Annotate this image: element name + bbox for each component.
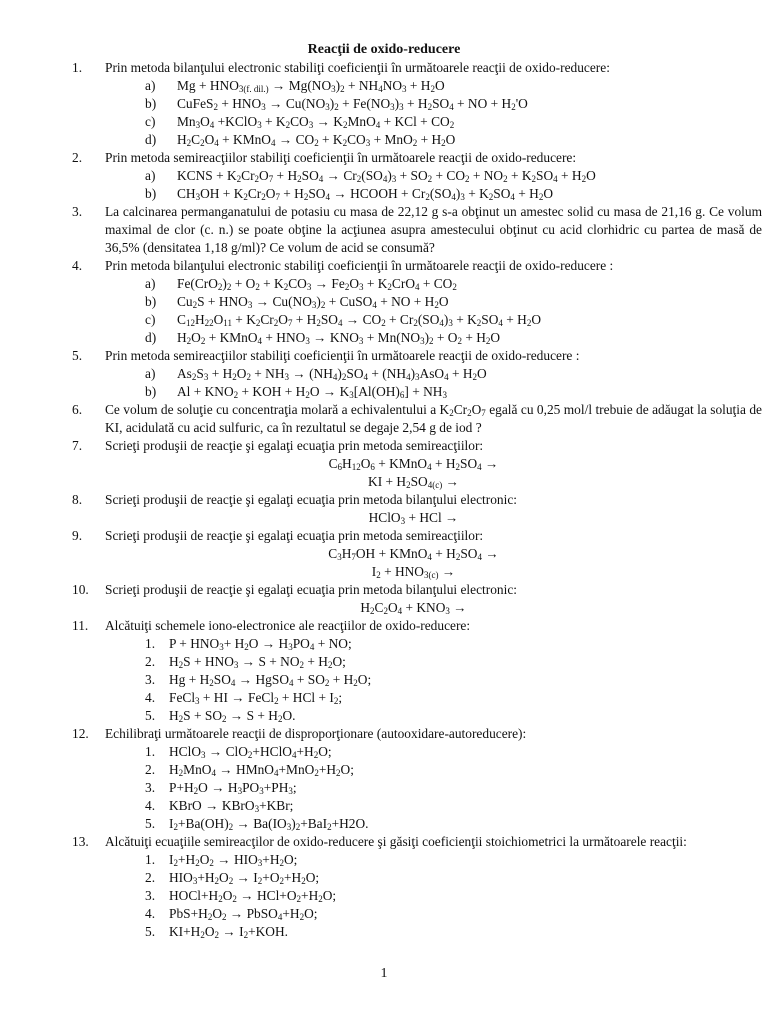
- problem-item: [72, 59, 762, 149]
- reaction-item: [105, 77, 762, 95]
- reaction-label: 5.: [145, 924, 156, 939]
- problem-statement: Prin metoda bilanţului electronic stabiliţi coeficienţii în următoarele reacţii de oxido-reducere:: [105, 60, 610, 75]
- reaction-equation: $Cu_2S + HNO_3 \to Cu(NO_3)_2$ + CuSO$_4$ + NO + $H_2O$: [177, 294, 449, 310]
- reaction-equation: $I_2+H_2O_2 \to HIO_3+H_2O$;: [169, 852, 298, 868]
- reaction-label: b): [145, 294, 157, 309]
- reaction-equation: $C_3H_7OH$ + KMnO$_4$ + $H_2SO_4$ →: [328, 546, 499, 562]
- reaction-label: b): [145, 96, 157, 111]
- reaction-equation: $PbS+H_2O_2$ → $PbSO_4+H_2O$;: [169, 906, 318, 922]
- reaction-label: 4.: [145, 690, 156, 705]
- reaction-label: d): [145, 132, 157, 147]
- reaction-item: [105, 383, 762, 401]
- problem-statement: Prin metoda semireacţiilor stabiliţi coeficienţii în următoarele reacţii de oxido-reducere:: [105, 150, 577, 165]
- problem-item: [72, 149, 762, 203]
- reaction-label: 5.: [145, 816, 156, 831]
- reaction-item: [105, 329, 762, 347]
- reaction-label: 4.: [145, 798, 156, 813]
- reaction-label: 3.: [145, 672, 156, 687]
- reaction-item: [105, 743, 762, 761]
- problem-item: [72, 437, 762, 491]
- problem-statement: Prin metoda semireacţiilor stabiliţi coeficienţii în următoarele reacţii de oxido-reducere :: [105, 348, 580, 363]
- problem-number: 5.: [72, 348, 83, 363]
- reaction-label: a): [145, 276, 156, 291]
- reaction-label: b): [145, 186, 157, 201]
- problem-number: 3.: [72, 204, 83, 219]
- problem-item: [72, 617, 762, 725]
- reaction-item: [105, 635, 762, 653]
- problem-statement: Alcătuiţi schemele iono-electronice ale reacţiilor de oxido-reducere:: [105, 618, 471, 633]
- page-title: Reacţii de oxido-reducere: [307, 42, 461, 57]
- problem-number: 9.: [72, 528, 83, 543]
- reaction-label: a): [145, 168, 156, 183]
- reaction-equation: $I_2 + HNO_{3(c)}$ →: [371, 564, 456, 580]
- reaction-label: 1.: [145, 636, 156, 651]
- reaction-equation: $C_6H_{12}O_6$ + KMnO$_4$ + $H_2SO_4$ →: [328, 456, 499, 472]
- problem-statement: Prin metoda bilanţului electronic stabiliţi coeficienţii în următoarele reacţii de oxido-reducere :: [105, 258, 614, 273]
- problem-statement: Scrieţi produşii de reacţie şi egalaţi ecuaţia prin metoda semireacţiilor:: [105, 528, 484, 543]
- reaction-equation: $Al + KNO_2$ + KOH + $H_2O \to K_3[Al(OH)_6] + NH_3$: [177, 384, 447, 400]
- problem-item: [72, 203, 762, 257]
- problem-item: [72, 401, 762, 437]
- problem-number: 6.: [72, 402, 83, 417]
- problem-item: [72, 491, 762, 527]
- reaction-label: 2.: [145, 762, 156, 777]
- reaction-item: [105, 851, 762, 869]
- problem-statement: Scrieţi produşii de reacţie şi egalaţi ecuaţia prin metoda semireacţiilor:: [105, 438, 484, 453]
- reaction-item: [105, 707, 762, 725]
- reaction-equation: $H_2S + HNO_3 \to S + NO_2 + H_2O$;: [169, 654, 346, 670]
- problem-item: [72, 833, 762, 941]
- problem-statement: Echilibraţi următoarele reacţii de disproporţionare (autooxidare-autoreducere):: [105, 726, 527, 741]
- reaction-item: [105, 311, 762, 329]
- problem-item: [72, 257, 762, 347]
- reaction-item: [105, 131, 762, 149]
- reaction-equation: $HIO_3+H_2O_2 \to I_2+O_2+H_2O$;: [169, 870, 320, 886]
- problem-statement: Alcătuiţi ecuaţiile semireacţilor de oxido-reducere şi găsiţi coeficienţii stoichiometrici la următoarele reacţii:: [105, 834, 687, 849]
- problem-number: 2.: [72, 150, 83, 165]
- reaction-item: [105, 275, 762, 293]
- reaction-equation: KI + $H_2SO_{4(c)}$ →: [368, 474, 459, 490]
- problem-statement: Ce volum de soluţie cu concentraţia molară a echivalentului a $K_2Cr_2O_7$ egală cu 0,25 mol/l trebuie de adăugat la soluţia de KI, acidulată cu acid sulfuric, ca în rezultatul se degaje 2,54 g de iod ?: [105, 402, 762, 435]
- reaction-equation: KBrO → KBrO$_3$+KBr;: [169, 798, 294, 814]
- reaction-label: b): [145, 384, 157, 399]
- reaction-equation: $CH_3OH + K_2Cr_2O_7 + H_2SO_4$ → HCOOH + $Cr_2(SO_4)_3 + K_2SO_4 + H_2O$: [177, 186, 554, 202]
- reaction-equation: HClO$_3$ + HCl →: [368, 510, 459, 526]
- problem-number: 11.: [72, 618, 89, 633]
- reaction-equation: KCNS + $K_2Cr_2O_7 + H_2SO_4 \to Cr_2(SO_4)_3 + SO_2 + CO_2 + NO_2 + K_2SO_4 + H_2O$: [177, 168, 596, 184]
- reaction-label: 1.: [145, 744, 156, 759]
- problem-number: 8.: [72, 492, 83, 507]
- reaction-label: a): [145, 366, 156, 381]
- reaction-equation: FeCl$_3$ + HI → FeCl$_2$ + HCl + $I_2$;: [169, 690, 343, 706]
- reaction-equation: $Fe(CrO_2)_2 + O_2 + K_2CO_3 \to Fe_2O_3 + K_2CrO_4 + CO_2$: [177, 276, 457, 292]
- reaction-equation: CuFeS$_2$ + $HNO_3 \to Cu(NO_3)_2 + Fe(NO_3)_3 + H_2SO_4$ + NO + $H_2'O$: [177, 96, 528, 112]
- reaction-label: 3.: [145, 780, 156, 795]
- reaction-equation: $HOCl+H_2O_2 \to HCl+O_2+H_2O$;: [169, 888, 337, 904]
- reaction-item: [105, 923, 762, 941]
- problem-item: [72, 527, 762, 581]
- reaction-equation: $I_2+Ba(OH)_2 \to Ba(IO_3)_2+BaI_2+H2O$.: [169, 816, 369, 832]
- problem-number: 12.: [72, 726, 89, 741]
- reaction-equation: $H_2MnO_4$ → $HMnO_4+MnO_2+H_2O$;: [169, 762, 354, 778]
- reaction-item: [105, 797, 762, 815]
- reaction-equation: $Mg + HNO_{3(f. dil.)} \to Mg(NO_3)_2 + NH_4NO_3 + H_2O$: [177, 78, 445, 94]
- reaction-equation: $P+H_2O \to H_3PO_3+PH_3$;: [169, 780, 297, 796]
- reaction-equation: HClO$_3$ → $ClO_2+HClO_4+H_2O$;: [169, 744, 332, 760]
- problem-statement: Scrieţi produşii de reacţie şi egalaţi ecuaţia prin metoda bilanţului electronic:: [105, 492, 517, 507]
- reaction-equation: $Mn_3O_4$ +KClO$_3$ + $K_2CO_3 \to K_2MnO_4$ + KCl + $CO_2$: [177, 114, 455, 130]
- reaction-label: 4.: [145, 906, 156, 921]
- problem-number: 7.: [72, 438, 83, 453]
- reaction-item: [105, 869, 762, 887]
- reaction-item: [105, 671, 762, 689]
- reaction-item: [105, 905, 762, 923]
- reaction-equation: $Hg + H_2SO_4$ → HgSO$_4$ + $SO_2 + H_2O$;: [169, 672, 372, 688]
- reaction-label: 2.: [145, 654, 156, 669]
- problem-item: [72, 347, 762, 401]
- page-number: 1: [380, 966, 388, 981]
- problem-item: [72, 725, 762, 833]
- reaction-equation: $C_{12}H_{22}O_{11} + K_2Cr_2O_7 + H_2SO_4 \to CO_2 + Cr_2(SO_4)_3 + K_2SO_4 + H_2O$: [177, 312, 542, 328]
- reaction-equation: $KI+H_2O_2 \to I_2+KOH$.: [169, 924, 288, 940]
- reaction-label: a): [145, 78, 156, 93]
- reaction-label: c): [145, 114, 156, 129]
- reaction-item: [105, 653, 762, 671]
- reaction-label: d): [145, 330, 157, 345]
- problem-number: 1.: [72, 60, 83, 75]
- reaction-item: [105, 95, 762, 113]
- reaction-item: [105, 761, 762, 779]
- reaction-item: [105, 113, 762, 131]
- problem-number: 10.: [72, 582, 89, 597]
- reaction-item: [105, 185, 762, 203]
- reaction-item: [105, 779, 762, 797]
- problem-item: [72, 581, 762, 617]
- problem-number: 4.: [72, 258, 83, 273]
- reaction-label: 3.: [145, 888, 156, 903]
- reaction-equation: $P + HNO_3+ H_2O \to H_3PO_4$ + NO;: [169, 636, 352, 652]
- reaction-label: 5.: [145, 708, 156, 723]
- problem-list: [72, 59, 762, 941]
- reaction-label: c): [145, 312, 156, 327]
- reaction-item: [105, 167, 762, 185]
- reaction-equation: $H_2C_2O_4$ + KMnO$_4$ → $CO_2 + K_2CO_3 + MnO_2 + H_2O$: [177, 132, 456, 148]
- reaction-item: [105, 887, 762, 905]
- reaction-label: 1.: [145, 852, 156, 867]
- reaction-equation: $H_2S + SO_2 \to S + H_2O$.: [169, 708, 296, 724]
- reaction-label: 2.: [145, 870, 156, 885]
- reaction-equation: $As_2S_3 + H_2O_2 + NH_3 \to (NH_4)_2SO_4 + (NH_4)_3AsO_4 + H_2O$: [177, 366, 487, 382]
- problem-number: 13.: [72, 834, 89, 849]
- reaction-item: [105, 365, 762, 383]
- reaction-item: [105, 815, 762, 833]
- reaction-item: [105, 689, 762, 707]
- reaction-equation: $H_2C_2O_4 + KNO_3$ →: [360, 600, 467, 616]
- problem-statement: Scrieţi produşii de reacţie şi egalaţi ecuaţia prin metoda bilanţului electronic:: [105, 582, 517, 597]
- problem-statement: La calcinarea permanganatului de potasiu cu masa de 22,12 g s-a obţinut un amestec solid cu masa de 21,16 g. Ce volum maximal de clor (c. n.) se poate obţine la acţiunea asupra amestecului obţinut cu acid clorhidric cu partea de masă de 36,5% (densitatea 1,18 g/ml)? Ce volum de acid se consumă?: [105, 204, 762, 255]
- reaction-equation: $H_2O_2$ + KMnO$_4$ + $HNO_3 \to KNO_3 + Mn(NO_3)_2 + O_2 + H_2O$: [177, 330, 501, 346]
- reaction-item: [105, 293, 762, 311]
